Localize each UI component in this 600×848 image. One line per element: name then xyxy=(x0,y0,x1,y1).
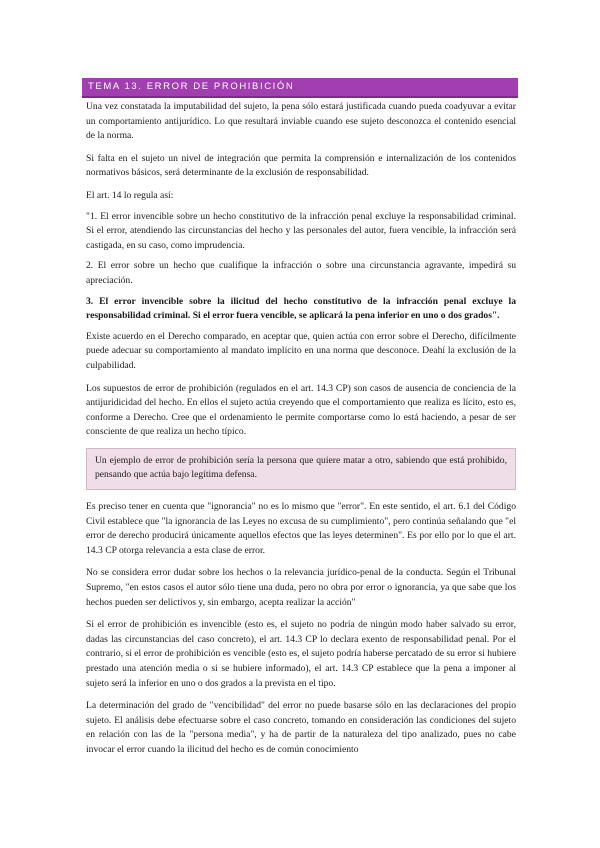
paragraph-1: Una vez constatada la imputabilidad del sujeto, la pena sólo estará justificada cuando pueda coadyuvar a evitar un comportamiento antijurídico. Lo que resultará inviable cuando ese sujeto desconozca el contenido esencial de la norma. xyxy=(86,101,516,142)
paragraph-12: La determinación del grado de "vencibilidad" del error no puede basarse sólo en las declaraciones del propio sujeto. El análisis debe efectuarse sobre el caso concreto, tomando en consideración las condiciones del sujeto en relación con las de la "persona media", y ha de partir de la naturaleza del tipo analizado, pues no cabe invocar el error cuando la ilicitud del hecho es de común conocimiento xyxy=(86,700,516,755)
section-header xyxy=(82,78,518,98)
paragraph-11: Si el error de prohibición es invencible (esto es, el sujeto no podría de ningún modo haber salvado su error, dadas las circunstancias del caso concreto), el art. 14.3 CP lo declara exento de responsabilidad penal. Por el contrario, si el error de prohibición es vencible (esto es, el sujeto podría haberse percatado de su error si hubiere prestado una atención media o si se hubiere informado), el art. 14.3 CP establece que la pena a imponer al sujeto será la inferior en uno o dos grados a la prevista en el tipo. xyxy=(86,619,516,689)
quote-point-1: "1. El error invencible sobre un hecho constitutivo de la infracción penal excluye la responsabilidad criminal. Si el error, atendiendo las circunstancias del hecho y las personales del autor, fuera vencible, la infracción será castigada, en su caso, como imprudencia. xyxy=(86,210,516,251)
callout-text: Un ejemplo de error de prohibición sería la persona que quiere matar a otro, sabiendo que está prohibido, pensando que actúa bajo legítima defensa. xyxy=(95,454,507,481)
paragraph-8: Los supuestos de error de prohibición (regulados en el art. 14.3 CP) son casos de ausencia de conciencia de la antijuridicidad del hecho. En ellos el sujeto actúa creyendo que el comportamiento que realiza es lícito, esto es, conforme a Derecho. Cree que el ordenamiento le permite comportarse como lo está haciendo, a pesar de ser consciente de que realiza un hecho típico. xyxy=(86,382,516,438)
example-callout xyxy=(86,448,516,490)
section-title: TEMA 13. ERROR DE PROHIBICIÓN xyxy=(88,81,295,92)
quote-point-3: 3. El error invencible sobre la ilicitud del hecho constitutivo de la infracción penal excluye la responsabilidad criminal. Si el error fuera vencible, se aplicará la pena inferior en uno o dos grados". xyxy=(86,295,516,322)
document-body xyxy=(86,100,516,766)
paragraph-9: Es preciso tener en cuenta que "ignorancia" no es lo mismo que "error". En este sentido, el art. 6.1 del Código Civil establece que "la ignorancia de las Leyes no excusa de su cumplimiento", pero continúa señalando que "el error de derecho producirá únicamente aquellos efectos que las leyes determinen". Es por ello por lo que el art. 14.3 CP otorga relevancia a esta clase de error. xyxy=(86,501,516,556)
quote-point-2: 2. El error sobre un hecho que cualifique la infracción o sobre una circunstancia agravante, impedirá su apreciación. xyxy=(86,260,516,286)
paragraph-3: El art. 14 lo regula así: xyxy=(86,189,174,201)
paragraph-2: Si falta en el sujeto un nivel de integración que permita la comprensión e internalización de los contenidos normativos básicos, será determinante de la exclusión de responsabilidad. xyxy=(86,152,516,179)
paragraph-7: Existe acuerdo en el Derecho comparado, en aceptar que, quien actúa con error sobre el Derecho, difícilmente puede adecuar su comportamiento al mandato implícito en una norma que desconoce. Deahí la exclusión de la culpabilidad. xyxy=(86,330,516,371)
paragraph-10: No se considera error dudar sobre los hechos o la relevancia jurídico-penal de la conducta. Según el Tribunal Supremo, "en estos casos el autor sólo tiene una duda, pero no obra por error o ignorancia, ya que sabe que los hechos pueden ser delictivos y, sin embargo, acepta realizar la acción" xyxy=(86,567,516,608)
